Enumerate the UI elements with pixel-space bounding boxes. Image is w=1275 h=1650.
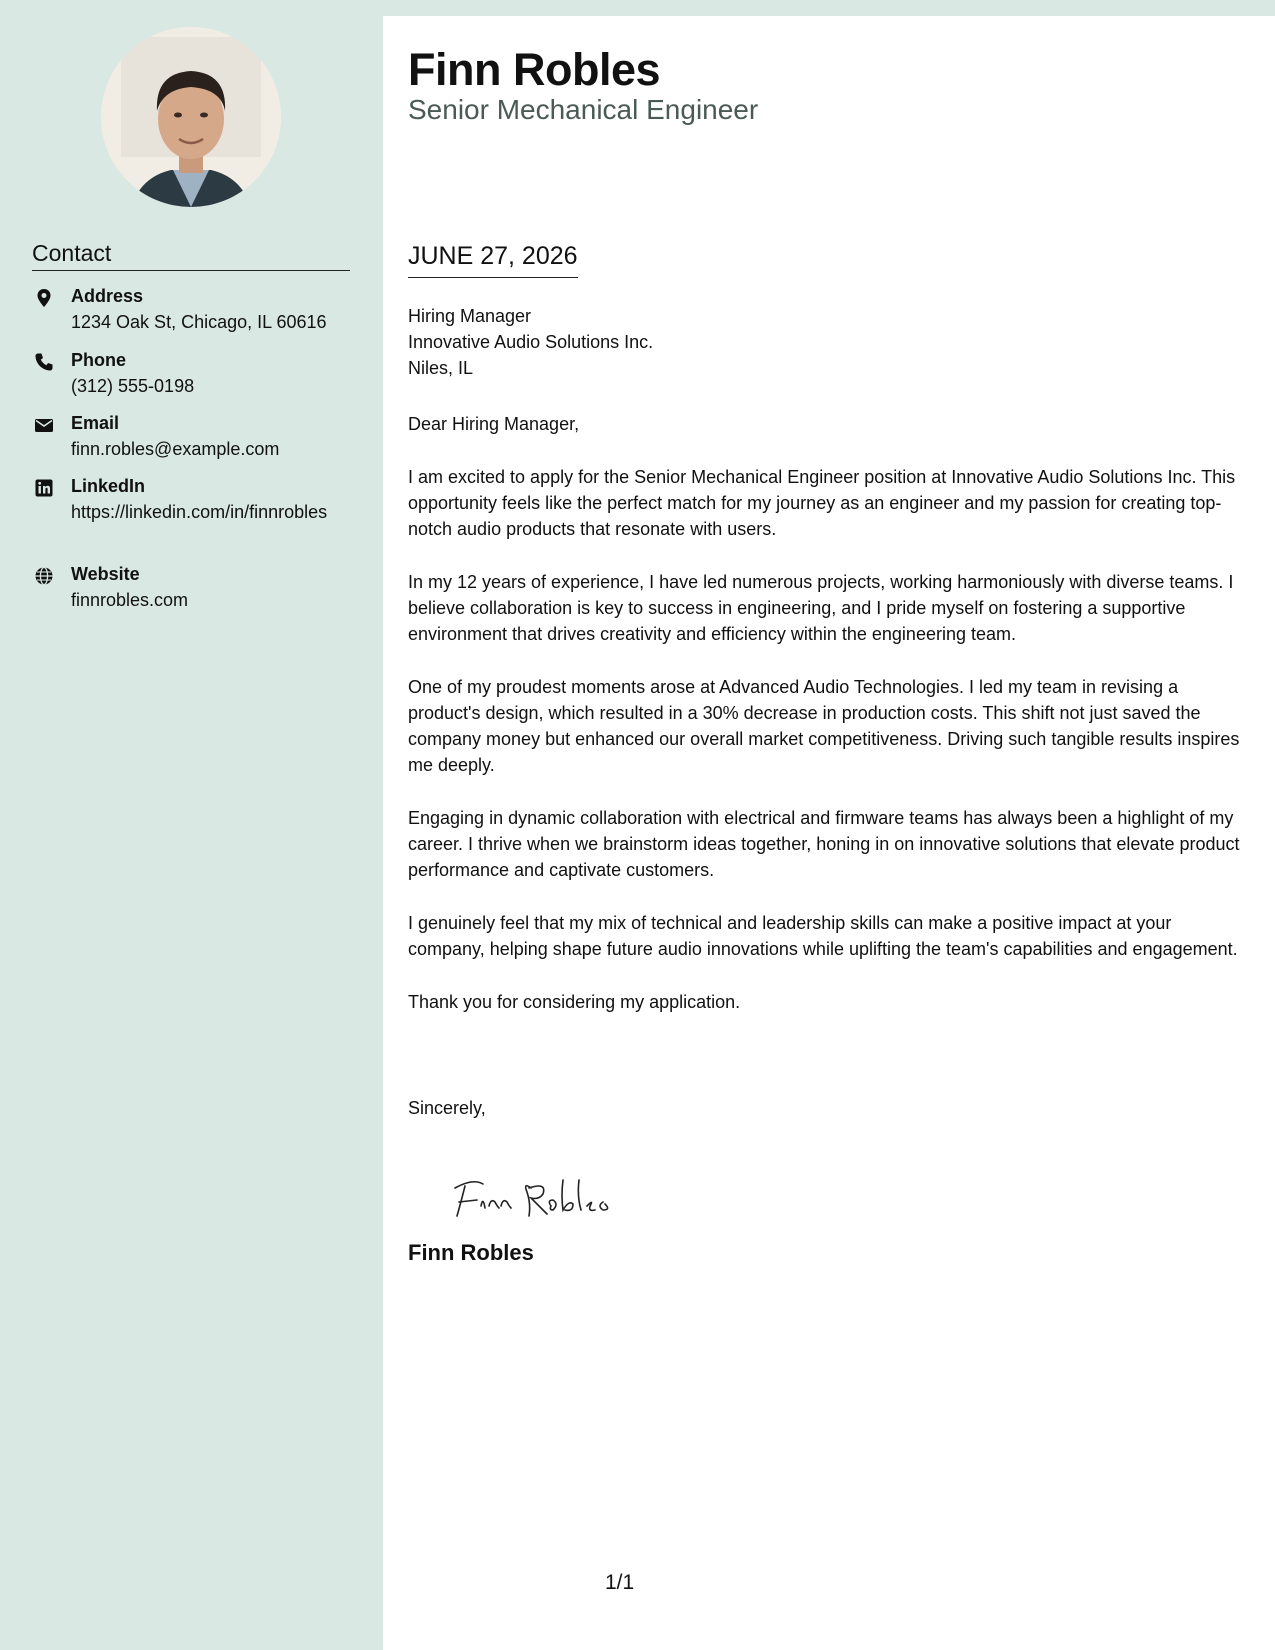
closing: Sincerely,: [408, 1098, 486, 1118]
signed-name: Finn Robles: [408, 1240, 534, 1265]
body-paragraph: Engaging in dynamic collaboration with electrical and firmware teams has always been a highlight of my career. I thrive when we brainstorm ideas together, honing in on innovative solutions that elevate product performance and captivate customers.: [408, 808, 1240, 880]
page-number: 1/1: [605, 1571, 635, 1594]
letter-date: JUNE 27, 2026: [408, 242, 578, 278]
letter-main: [383, 16, 1275, 1650]
recipient-line: Hiring Manager: [408, 306, 532, 326]
body-paragraph: One of my proudest moments arose at Advanced Audio Technologies. I led my team in revising a product's design, which resulted in a 30% decrease in production costs. This shift not just saved the company money but enhanced our overall market competitiveness. Driving such tangible results inspires me deeply.: [408, 677, 1240, 775]
body-paragraph: Thank you for considering my application.: [408, 992, 741, 1012]
linkedin-icon: [34, 478, 54, 498]
applicant-title: Senior Mechanical Engineer: [408, 94, 759, 125]
contact-label: Phone: [71, 350, 127, 370]
globe-icon: [34, 566, 54, 586]
recipient-line: Niles, IL: [408, 358, 474, 378]
contact-label: Address: [71, 286, 144, 306]
recipient-block: [408, 303, 653, 381]
signature: [443, 1166, 643, 1226]
contact-heading: Contact: [32, 240, 350, 271]
salutation: Dear Hiring Manager,: [408, 414, 580, 434]
envelope-icon: [34, 415, 54, 435]
body-paragraph: I genuinely feel that my mix of technical and leadership skills can make a positive impact at your company, helping shape future audio innovations while uplifting the team's capabilities and engagement.: [408, 913, 1238, 959]
recipient-line: Innovative Audio Solutions Inc.: [408, 332, 654, 352]
avatar: [101, 27, 281, 207]
map-pin-icon: [34, 288, 54, 308]
linkedin-value[interactable]: https://linkedin.com/in/finnrobles: [71, 502, 328, 522]
body-paragraph: In my 12 years of experience, I have led numerous projects, working harmoniously with diverse teams. I believe collaboration is key to success in engineering, and I pride myself on fostering a supportive environment that drives creativity and efficiency within the engineering team.: [408, 572, 1234, 644]
website-value[interactable]: finnrobles.com: [71, 590, 189, 610]
address-value: 1234 Oak St, Chicago, IL 60616: [71, 312, 327, 332]
contact-label: Website: [71, 564, 140, 584]
email-value: finn.robles@example.com: [71, 439, 280, 459]
phone-value: (312) 555-0198: [71, 376, 195, 396]
letter-body: [408, 411, 1250, 1042]
sidebar: [0, 0, 383, 1650]
applicant-name: Finn Robles: [408, 44, 660, 95]
phone-icon: [34, 352, 54, 372]
contact-label: Email: [71, 413, 120, 433]
body-paragraph: I am excited to apply for the Senior Mechanical Engineer position at Innovative Audio Solutions Inc. This opportunity feels like the perfect match for my journey as an engineer and my passion for creating top-notch audio products that resonate with users.: [408, 467, 1236, 539]
contact-label: LinkedIn: [71, 476, 146, 496]
